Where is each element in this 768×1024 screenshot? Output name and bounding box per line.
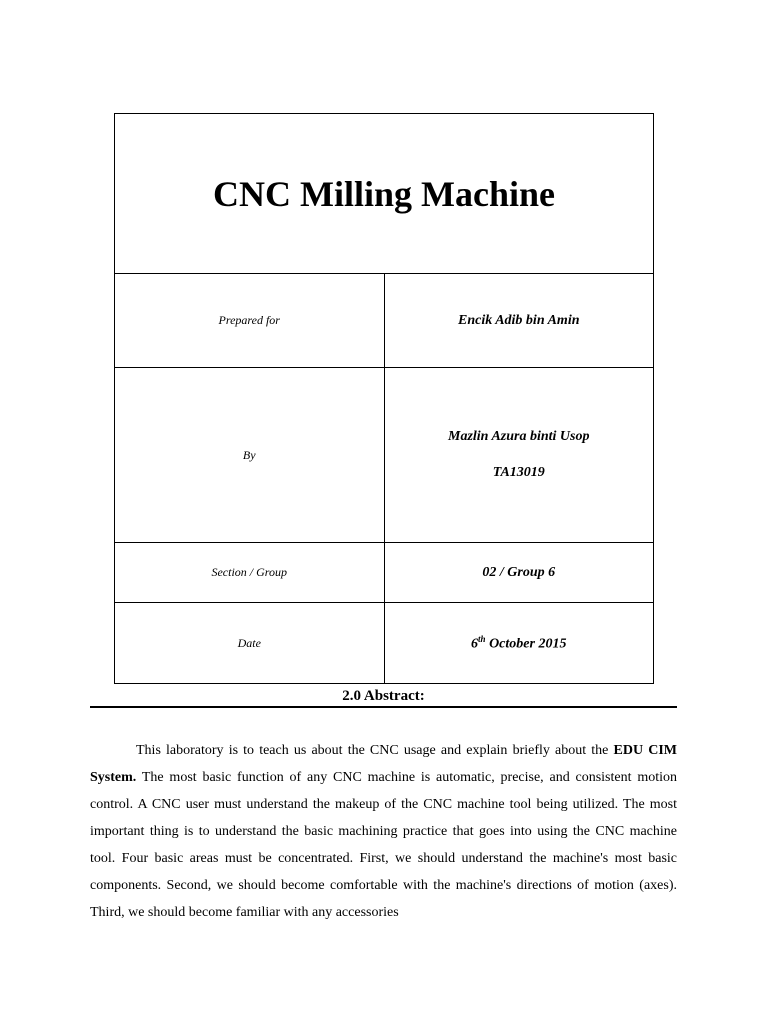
abstract-text-rest: The most basic function of any CNC machine is automatic, precise, and consistent motion control. A CNC user must understand the makeup of the CNC machine tool being utilized. The most important thing is to understand the basic machining practice that goes into using the CNC machine tool. Four basic areas must be concentrated. First, we should understand the machine's most basic components. Second, we should become comfortable with the machine's directions of motion (axes). Third, we should become familiar with any accessories [90, 770, 677, 920]
section-value: 02 / Group 6 [384, 543, 654, 603]
abstract-text-start: This laboratory is to teach us about the CNC usage and explain briefly about the [136, 743, 614, 758]
date-value [384, 603, 654, 684]
abstract-bold-term: EDU CIM System. [90, 743, 677, 785]
prepared-for-label: Prepared for [115, 274, 385, 368]
cover-table [114, 113, 654, 684]
prepared-for-value: Encik Adib bin Amin [384, 274, 654, 368]
student-id: TA13019 [492, 465, 545, 480]
title-cell [115, 114, 654, 274]
date-day: 6 [471, 636, 479, 652]
date-ordinal-suffix: th [478, 633, 486, 644]
date-month-year: October 2015 [485, 636, 567, 652]
author-cell [384, 368, 654, 543]
abstract-heading: 2.0 Abstract: [90, 686, 677, 708]
section-label: Section / Group [115, 543, 385, 603]
author-name: Mazlin Azura binti Usop [448, 429, 590, 444]
date-label: Date [115, 603, 385, 684]
by-label: By [115, 368, 385, 543]
document-title: CNC Milling Machine [213, 173, 555, 214]
abstract-paragraph [90, 737, 677, 926]
